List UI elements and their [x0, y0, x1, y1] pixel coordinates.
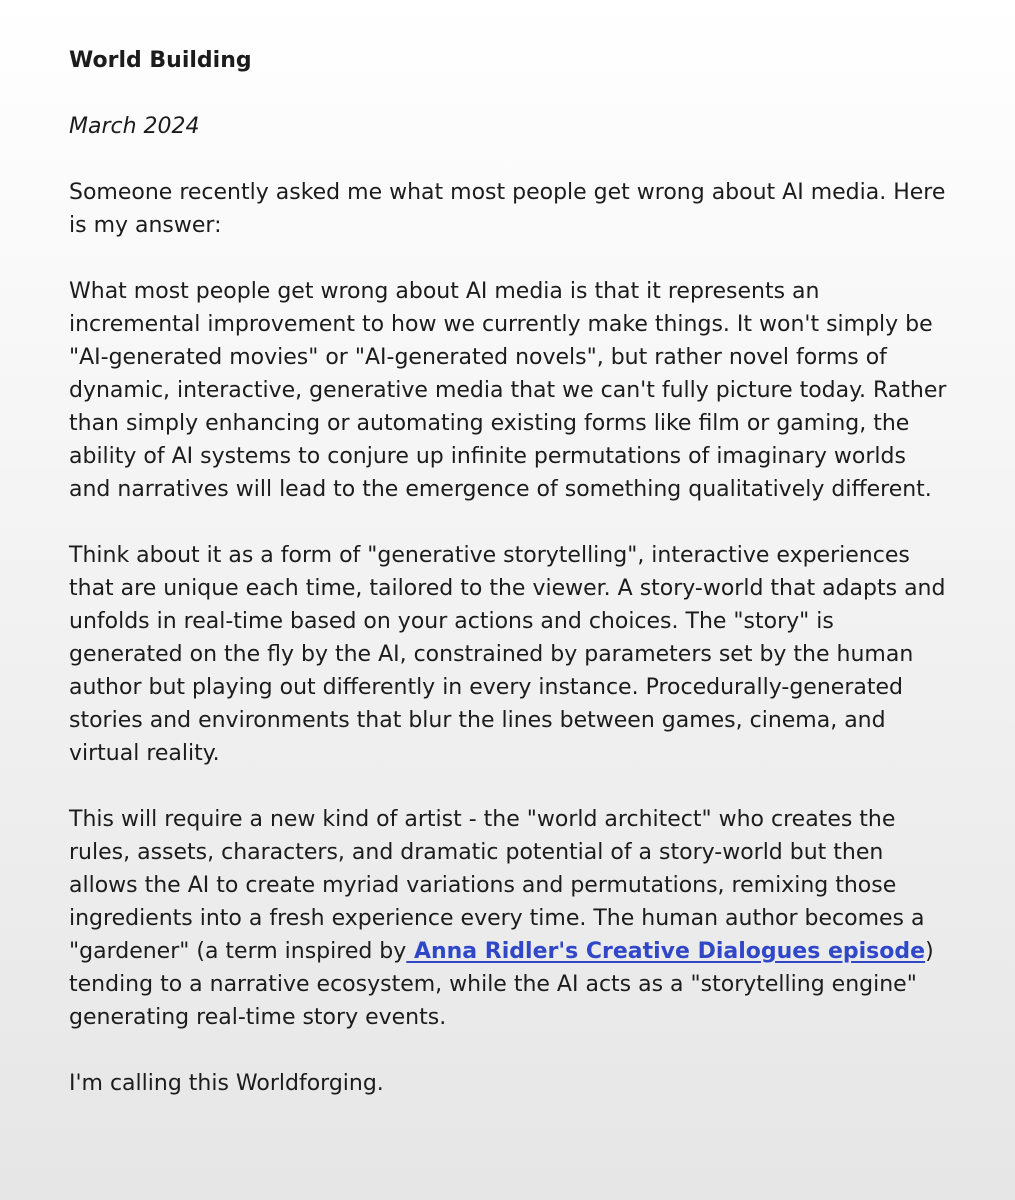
paragraph-3 [69, 803, 949, 1034]
intro-paragraph: Someone recently asked me what most people get wrong about AI media. Here is my answer: [69, 180, 946, 238]
paragraph-3-text-after: ) tending to a narrative ecosystem, while the AI acts as a "storytelling engine" generating real-time story events. [69, 939, 934, 1030]
article-title: World Building [69, 48, 252, 73]
article [69, 44, 949, 1133]
anna-ridler-episode-link[interactable]: Anna Ridler's Creative Dialogues episode [406, 939, 926, 964]
paragraph-3-text-before: This will require a new kind of artist - the "world architect" who creates the rules, assets, characters, and dramatic potential of a story-world but then allows the AI to create myriad variations and permutations, remixing those ingredients into a fresh experience every time. The human author becomes a "gardener" (a term inspired by [69, 807, 925, 964]
paragraph-2: Think about it as a form of "generative storytelling", interactive experiences that are unique each time, tailored to the viewer. A story-world that adapts and unfolds in real-time based on your actions and choices. The "story" is generated on the fly by the AI, constrained by parameters set by the human author but playing out differently in every instance. Procedurally-generated stories and environments that blur the lines between games, cinema, and virtual reality. [69, 543, 946, 766]
article-date: March 2024 [69, 114, 200, 139]
paragraph-1: What most people get wrong about AI media is that it represents an incremental improvement to how we currently make things. It won't simply be "AI-generated movies" or "AI-generated novels", but rather novel forms of dynamic, interactive, generative media that we can't fully picture today. Rather than simply enhancing or automating existing forms like film or gaming, the ability of AI systems to conjure up infinite permutations of imaginary worlds and narratives will lead to the emergence of something qualitatively different. [69, 279, 947, 502]
closing-paragraph: I'm calling this Worldforging. [69, 1071, 384, 1096]
